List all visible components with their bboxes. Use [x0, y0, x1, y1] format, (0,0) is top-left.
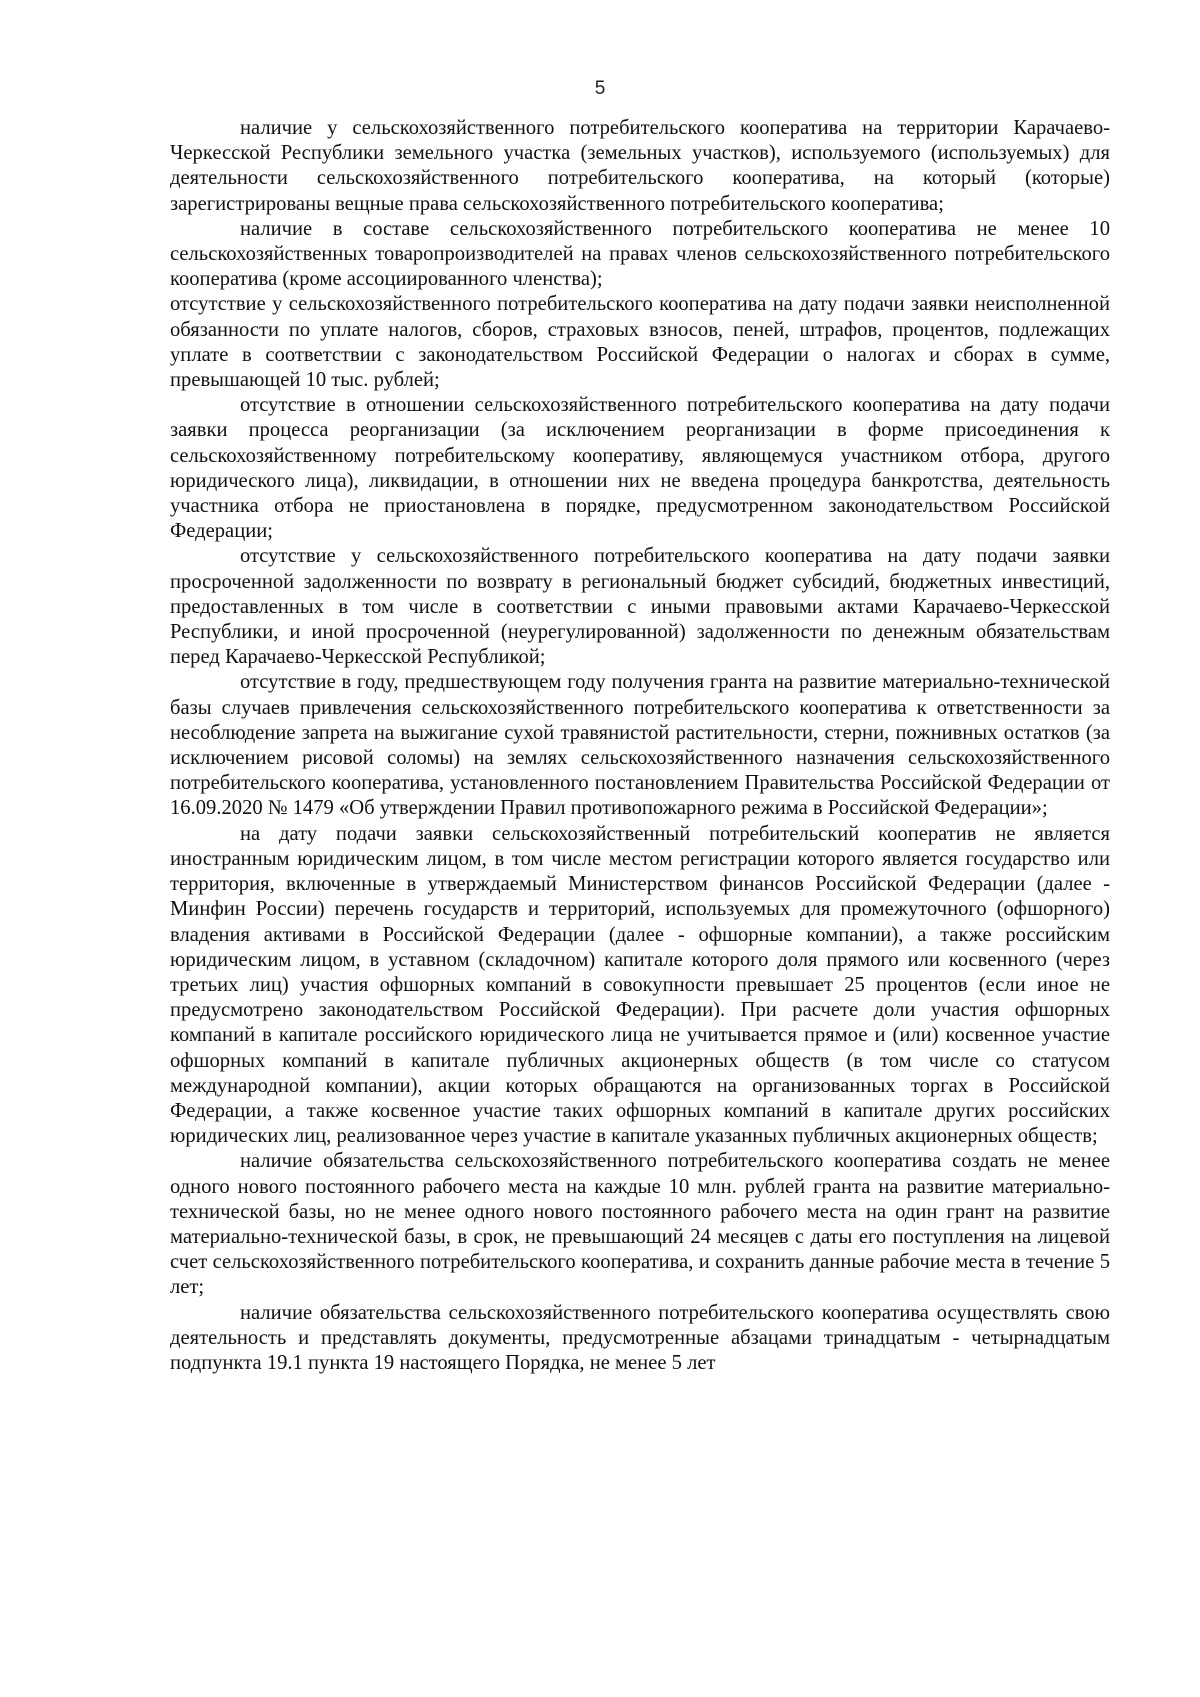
paragraph-reorganization: отсутствие в отношении сельскохозяйственного потребительского кооператива на дату подачи заявки процесса реорганизации (за исключением реорганизации в форме присоединения к сельскохозяйственному потребительскому кооперативу, являющемуся участником отбора, другого юридического лица), ликвидации, в отношении них не введена процедура банкротства, деятельность участника отбора не приостановлена в порядке, предусмотренном законодательством Российской Федерации; [170, 394, 1110, 543]
paragraph-fire-regime: отсутствие в году, предшествующем году получения гранта на развитие материально-технической базы случаев привлечения сельскохозяйственного потребительского кооператива к ответственности за несоблюдение запрета на выжигание сухой травянистой растительности, стерни, пожнивных остатков (за исключением рисовой соломы) на землях сельскохозяйственного назначения сельскохозяйственного потребительского кооператива, установленного постановлением Правительства Российской Федерации от 16.09.2020 № 1479 «Об утверждении Правил противопожарного режима в Российской Федерации»; [170, 671, 1110, 820]
paragraph-activity-obligation: наличие обязательства сельскохозяйственного потребительского кооператива осуществлять свою деятельность и представлять документы, предусмотренные абзацами тринадцатым - четырнадцатым подпункта 19.1 пункта 19 настоящего Порядка, не менее 5 лет [170, 1301, 1110, 1374]
paragraph-members-count: наличие в составе сельскохозяйственного потребительского кооператива не менее 10 сельскохозяйственных товаропроизводителей на правах членов сельскохозяйственного потребительского кооператива (кроме ассоциированного членства); [170, 217, 1110, 291]
paragraph-offshore: на дату подачи заявки сельскохозяйственный потребительский кооператив не является иностранным юридическим лицом, в том числе местом регистрации которого является государство или территория, включенные в утверждаемый Министерством финансов Российской Федерации (далее - Минфин России) перечень государств и территорий, используемых для промежуточного (офшорного) владения активами в Российской Федерации (далее - офшорные компании), а также российским юридическим лицом, в уставном (складочном) капитале которого доля прямого или косвенного (через третьих лиц) участия офшорных компаний в совокупности превышает 25 процентов (если иное не предусмотрено законодательством Российской Федерации). При расчете доли участия офшорных компаний в капитале российского юридического лица не учитывается прямое и (или) косвенное участие офшорных компаний в капитале публичных акционерных обществ (в том числе со статусом международной компании), акции которых обращаются на организованных торгах в Российской Федерации, а также косвенное участие таких офшорных компаний в капитале других российских юридических лиц, реализованное через участие в капитале указанных публичных акционерных обществ; [170, 822, 1110, 1148]
paragraph-tax-debt: отсутствие у сельскохозяйственного потребительского кооператива на дату подачи заявки неисполненной обязанности по уплате налогов, сборов, страховых взносов, пеней, штрафов, процентов, подлежащих уплате в соответствии с законодательством Российской Федерации о налогах и сборах в сумме, превышающей 10 тыс. рублей; [170, 293, 1110, 392]
page-number: 5 [594, 78, 606, 99]
document-body [170, 116, 1110, 1376]
paragraph-overdue-debt: отсутствие у сельскохозяйственного потребительского кооператива на дату подачи заявки просроченной задолженности по возврату в региональный бюджет субсидий, бюджетных инвестиций, предоставленных в том числе в соответствии с иными правовыми актами Карачаево-Черкесской Республики, и иной просроченной (неурегулированной) задолженности по денежным обязательствам перед Карачаево-Черкесской Республикой; [170, 545, 1110, 669]
paragraph-jobs-obligation: наличие обязательства сельскохозяйственного потребительского кооператива создать не менее одного нового постоянного рабочего места на каждые 10 млн. рублей гранта на развитие материально-технической базы, но не менее одного нового постоянного рабочего места на один грант на развитие материально-технической базы, в срок, не превышающий 24 месяцев с даты его поступления на лицевой счет сельскохозяйственного потребительского кооператива, и сохранить данные рабочие места в течение 5 лет; [170, 1150, 1110, 1299]
paragraph-land-plot: наличие у сельскохозяйственного потребительского кооператива на территории Карачаево-Черкесской Республики земельного участка (земельных участков), используемого (используемых) для деятельности сельскохозяйственного потребительского кооператива, на который (которые) зарегистрированы вещные права сельскохозяйственного потребительского кооператива; [170, 117, 1110, 215]
